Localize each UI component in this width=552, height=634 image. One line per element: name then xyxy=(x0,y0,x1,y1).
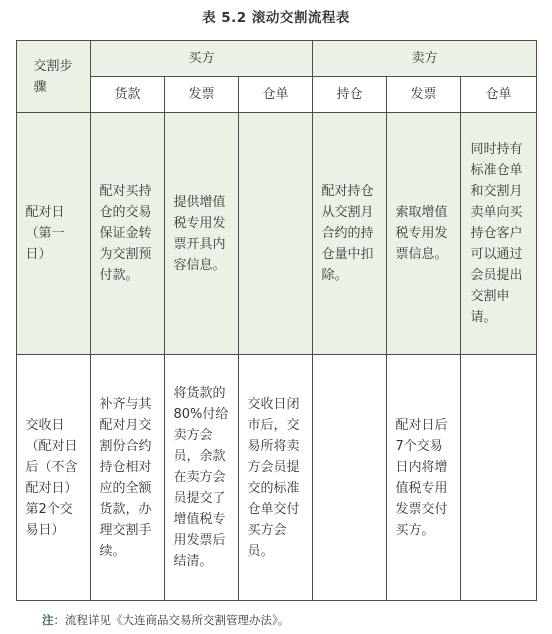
sub-header-buyer-payment: 货款 xyxy=(91,77,165,113)
rolling-delivery-table xyxy=(16,40,537,601)
table-cell: 索取增值税专用发票信息。 xyxy=(387,113,461,355)
step-label: 交收日（配对日后（不含配对日）第2个交易日） xyxy=(25,417,78,538)
table-cell xyxy=(239,113,313,355)
sub-header-seller-warrant: 仓单 xyxy=(461,77,537,113)
table-cell: 配对持仓从交割月合约的持仓量中扣除。 xyxy=(313,113,387,355)
corner-header-cell xyxy=(17,41,91,113)
step-label: 配对日（第一日） xyxy=(25,205,65,262)
table-cell: 提供增值税专用发票开具内容信息。 xyxy=(165,113,239,355)
table-cell: 补齐与其配对月交割份合约持仓相对应的全额货款，办理交割手续。 xyxy=(91,355,165,601)
table-title: 表 5.2 滚动交割流程表 xyxy=(202,10,350,26)
table-row xyxy=(17,355,537,601)
table-cell xyxy=(461,355,537,601)
table-note xyxy=(42,612,289,628)
sub-header-buyer-warrant: 仓单 xyxy=(239,77,313,113)
table-cell: 同时持有标准仓单和交割月卖单向买持仓客户可以通过会员提出交割申请。 xyxy=(461,113,537,355)
step-cell xyxy=(17,355,91,601)
table-cell: 配对日后7个交易日内将增值税专用发票交付买方。 xyxy=(387,355,461,601)
note-label: 注 xyxy=(42,613,54,627)
step-cell xyxy=(17,113,91,355)
table-cell: 配对买持仓的交易保证金转为交割预付款。 xyxy=(91,113,165,355)
seller-header: 卖方 xyxy=(313,41,537,77)
buyer-header: 买方 xyxy=(91,41,313,77)
table-cell: 交收日闭市后，交易所将卖方会员提交的标准仓单交付买方会员。 xyxy=(239,355,313,601)
table-cell: 将货款的80%付给卖方会员，余款在卖方会员提交了增值税专用发票后结清。 xyxy=(165,355,239,601)
table-row xyxy=(17,113,537,355)
sub-header-seller-invoice: 发票 xyxy=(387,77,461,113)
note-text: ：流程详见《大连商品交易所交割管理办法》。 xyxy=(53,613,290,627)
corner-header-label: 交割步骤 xyxy=(33,58,73,95)
table-cell xyxy=(313,355,387,601)
sub-header-buyer-invoice: 发票 xyxy=(165,77,239,113)
sub-header-seller-position: 持仓 xyxy=(313,77,387,113)
